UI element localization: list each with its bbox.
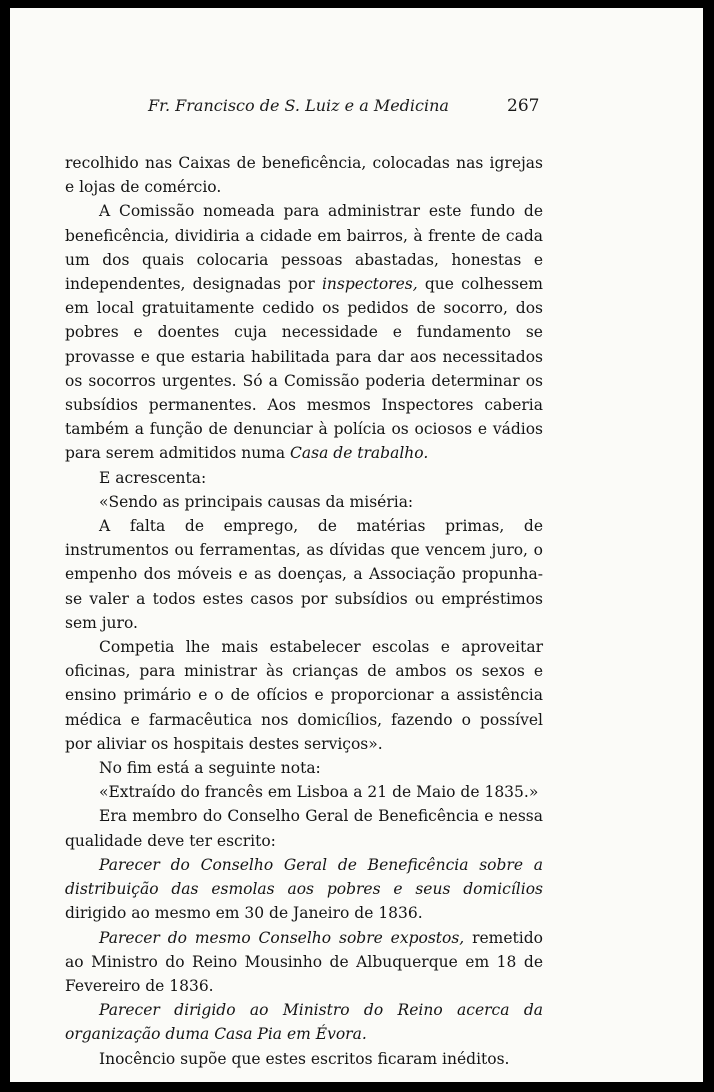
work-entry bbox=[65, 998, 543, 1046]
text-run: dirigido ao mesmo em 30 de Janeiro de 1836. bbox=[65, 904, 423, 923]
work-title: Parecer dirigido ao Ministro do Reino acerca da organização duma Casa Pia em Évora. bbox=[65, 1001, 543, 1044]
paragraph: E acrescenta: bbox=[99, 468, 207, 487]
italic-term: inspectores, bbox=[321, 275, 418, 294]
text-run: A Comissão nomeada para administrar este fundo de beneficência, dividiria a cidade em bairros, à frente de cada um dos quais colocaria pessoas abastadas, honestas e independentes, designadas por bbox=[65, 202, 543, 294]
body-text bbox=[65, 151, 543, 1071]
work-title: Parecer do mesmo Conselho sobre expostos, bbox=[99, 928, 465, 947]
text-run: que colhessem em local gratuitamente cedido os pedidos de socorro, dos pobres e doentes cuja necessidade e fundamento se provasse e que estaria habilitada para dar aos necessitados os socorros urgentes. Só a Comissão poderia determinar os subsídios permanentes. Aos mesmos Inspectores caberia também a função de denunciar à polícia os ociosos e vádios para serem admitidos numa bbox=[65, 275, 543, 463]
quote-paragraph: A falta de emprego, de matérias primas, de instrumentos ou ferramentas, as dívidas que vencem juro, o empenho dos móveis e as doenças, a Associação propunha-se valer a todos estes casos por subsídios ou empréstimos sem juro. bbox=[65, 517, 543, 632]
running-title: Fr. Francisco de S. Luiz e a Medicina bbox=[148, 96, 449, 115]
paragraph bbox=[65, 199, 543, 465]
paragraph: Era membro do Conselho Geral de Beneficência e nessa qualidade deve ter escrito: bbox=[65, 807, 543, 850]
paragraph: recolhido nas Caixas de beneficência, colocadas nas igrejas e lojas de comércio. bbox=[65, 154, 543, 197]
quote-paragraph: «Sendo as principais causas da miséria: bbox=[99, 492, 414, 511]
quote-paragraph: Competia lhe mais estabelecer escolas e aproveitar oficinas, para ministrar às crianças de ambos os sexos e ensino primário e o de ofícios e proporcionar a assistência médica e farmacêutica nos domicílios, fazendo o possível por aliviar os hospitais destes serviços». bbox=[65, 638, 543, 753]
work-entry bbox=[65, 926, 543, 999]
page-number: 267 bbox=[507, 96, 540, 116]
book-page bbox=[10, 8, 703, 1082]
paragraph: «Extraído do francês em Lisboa a 21 de Maio de 1835.» bbox=[99, 783, 539, 802]
paragraph: No fim está a seguinte nota: bbox=[99, 759, 321, 778]
paragraph: Inocêncio supõe que estes escritos ficaram inéditos. bbox=[99, 1049, 510, 1068]
work-title: Parecer do Conselho Geral de Beneficência sobre a distribuição das esmolas aos pobres e seus domicílios bbox=[65, 855, 543, 899]
work-entry bbox=[65, 853, 543, 926]
page-header bbox=[10, 96, 703, 126]
italic-term: Casa de trabalho. bbox=[290, 444, 429, 463]
text-run: remetido ao Ministro do Reino Mousinho de Albuquerque em 18 de Fevereiro de 1836. bbox=[65, 928, 543, 995]
